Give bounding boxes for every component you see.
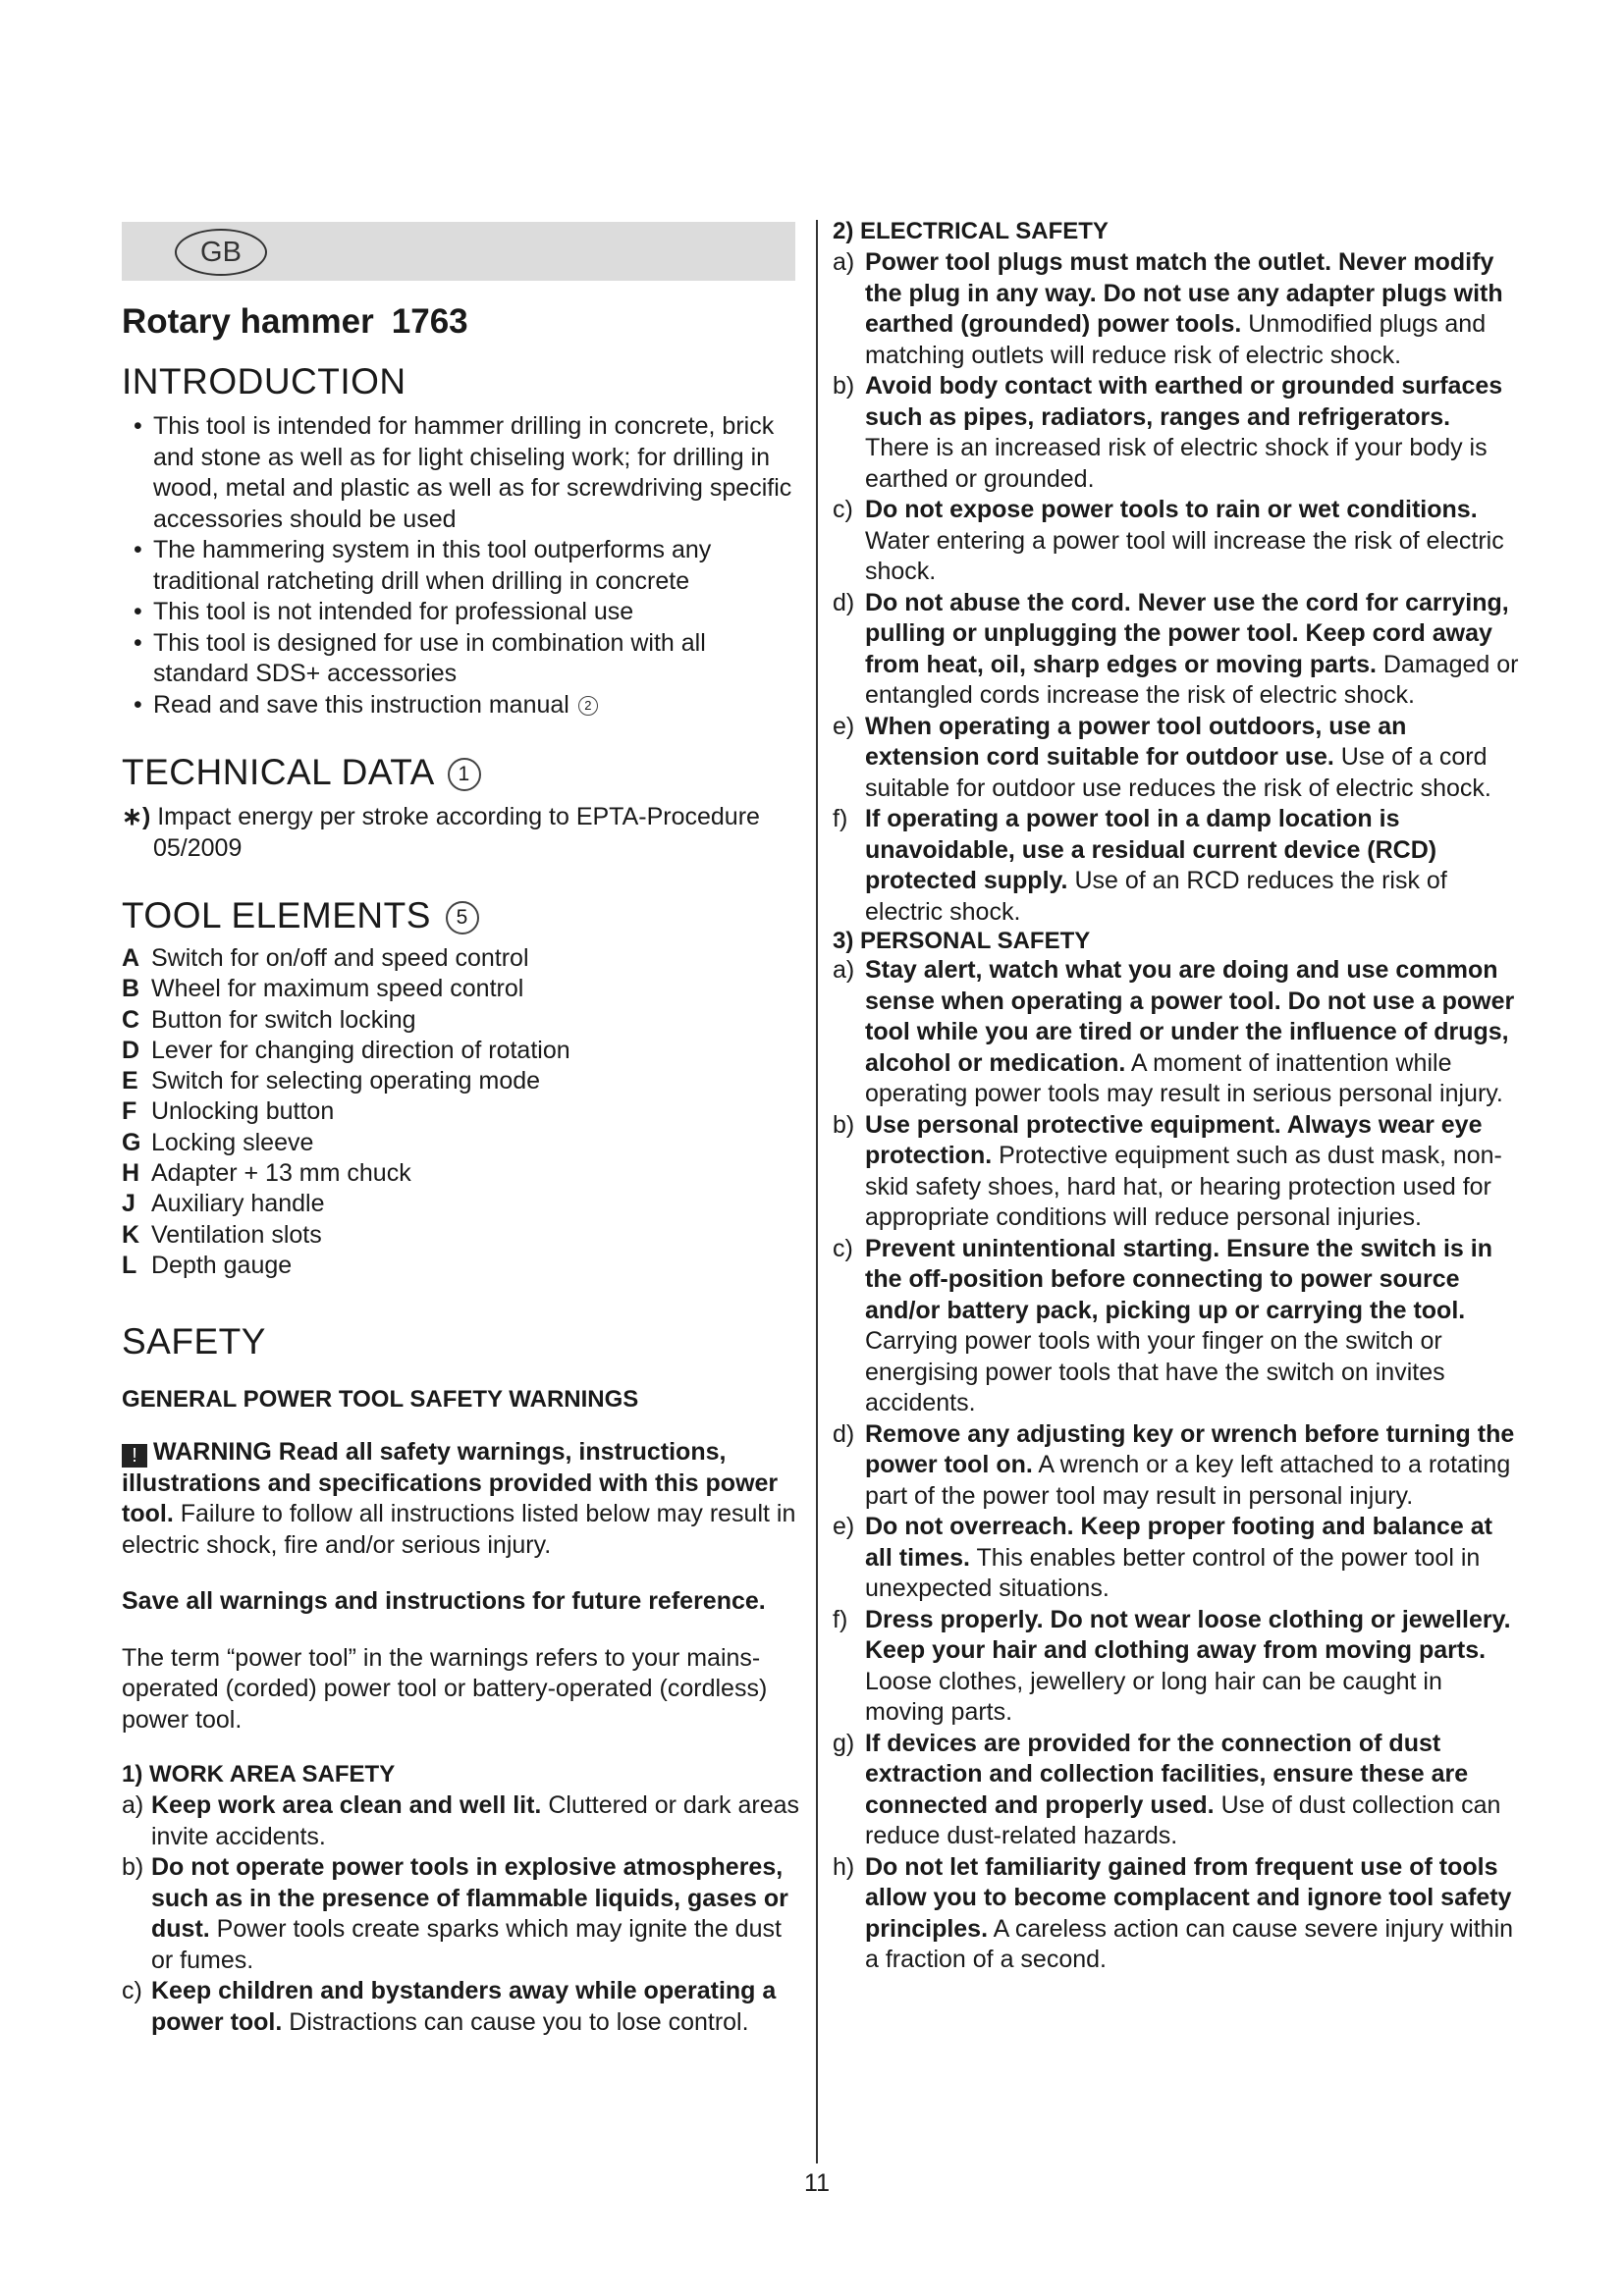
tool-elements-heading (122, 895, 799, 936)
item-bold-text: Do not expose power tools to rain or wet conditions. (865, 496, 1478, 523)
list-item (122, 628, 799, 690)
element-text: Ventilation slots (151, 1220, 322, 1249)
list-item (833, 495, 1520, 588)
item-text: Loose clothes, jewellery or long hair can be caught in moving parts. (865, 1667, 1442, 1726)
item-label: a) (833, 248, 855, 276)
list-item (122, 1128, 799, 1158)
element-letter: D (122, 1036, 140, 1064)
item-bold-text: Power tool plugs must match the outlet. Never modify the plug in any way. Do not use any adapter plugs with earthed (grounded) power tools. (865, 248, 1503, 338)
item-label: c) (833, 496, 853, 523)
list-item (833, 804, 1520, 928)
item-text: There is an increased risk of electric shock if your body is earthed or grounded. (865, 434, 1488, 493)
language-badge: GB (175, 229, 267, 276)
item-text: This enables better control of the power tool in unexpected situations. (865, 1543, 1481, 1602)
list-item (122, 1189, 799, 1219)
item-label: f) (833, 805, 848, 832)
element-text: Auxiliary handle (151, 1190, 325, 1218)
introduction-section (122, 361, 799, 721)
element-text: Lever for changing direction of rotation (151, 1036, 570, 1064)
list-item (833, 1512, 1520, 1605)
list-item (122, 1790, 799, 1852)
item-bold-text: If operating a power tool in a damp location is unavoidable, use a residual current device (RCD) protected supply. (865, 805, 1437, 894)
list-item (833, 1110, 1520, 1234)
item-bold-text: If devices are provided for the connection of dust extraction and collection facilities, ensure these are connected and properly used. (865, 1729, 1469, 1819)
page-number: 11 (804, 2169, 830, 2197)
warning-icon: ! (122, 1444, 147, 1468)
list-item (122, 690, 799, 721)
list-item (122, 1158, 799, 1189)
item-bold-text: Keep children and bystanders away while operating a power tool. (151, 1977, 777, 2036)
column-divider (816, 220, 818, 2163)
product-name: Rotary hammer (122, 302, 374, 341)
safety-heading: SAFETY (122, 1321, 266, 1362)
item-label: e) (833, 1513, 855, 1540)
element-letter: C (122, 1005, 140, 1034)
bullet-text: This tool is intended for hammer drilling in concrete, brick and stone as well as for light chiseling work; for drilling in wood, metal and plastic as well as for screwdriving specific accessories should be used (153, 412, 792, 533)
tool-elements-section (122, 895, 799, 1281)
element-letter: F (122, 1097, 137, 1126)
item-text: A careless action can cause severe injury within a fraction of a second. (865, 1914, 1514, 1973)
work-area-heading: 1) WORK AREA SAFETY (122, 1761, 396, 1788)
list-item (122, 1852, 799, 1976)
element-letter: L (122, 1251, 137, 1279)
item-label: b) (833, 372, 855, 400)
list-item (833, 1419, 1520, 1513)
element-text: Button for switch locking (151, 1005, 416, 1034)
list-item (833, 1729, 1520, 1852)
figure-ref-icon: 1 (448, 758, 481, 791)
element-text: Switch for selecting operating mode (151, 1067, 541, 1095)
term-note: The term “power tool” in the warnings refers to your mains-operated (corded) power tool or battery-operated (cordless) power tool. (122, 1643, 768, 1734)
electrical-safety-list (833, 247, 1520, 928)
item-label: a) (122, 1791, 144, 1819)
list-item (122, 597, 799, 628)
item-bold-text: Use personal protective equipment. Always wear eye protection. (865, 1110, 1483, 1169)
list-item (122, 1066, 799, 1096)
item-label: f) (833, 1605, 848, 1633)
general-warnings-heading: GENERAL POWER TOOL SAFETY WARNINGS (122, 1386, 639, 1413)
personal-safety-list (833, 955, 1520, 1976)
safety-section (122, 1321, 799, 2038)
element-letter: E (122, 1067, 138, 1095)
item-bold-text: Remove any adjusting key or wrench before turning the power tool on. (865, 1419, 1515, 1478)
item-text: Damaged or entangled cords increase the risk of electric shock. (865, 650, 1519, 709)
element-text: Adapter + 13 mm chuck (151, 1159, 411, 1188)
list-item (833, 1605, 1520, 1729)
item-text: Cluttered or dark areas invite accidents. (151, 1791, 800, 1850)
item-bold-text: Do not operate power tools in explosive atmospheres, such as in the presence of flammable liquids, gases or dust. (151, 1853, 788, 1943)
language-header-bar (122, 222, 795, 281)
footnote-text: Impact energy per stroke according to EPTA-Procedure 05/2009 (153, 803, 760, 862)
item-bold-text: Stay alert, watch what you are doing and use common sense when operating a power tool. Do not use a power tool while you are tired or under the influence of drugs, alcohol or medication. (865, 956, 1515, 1077)
element-text: Locking sleeve (151, 1128, 314, 1156)
introduction-heading: INTRODUCTION (122, 361, 406, 401)
item-text: Carrying power tools with your finger on the switch or energising power tools that have the switch on invites accidents. (865, 1327, 1445, 1416)
tool-elements-list (122, 943, 799, 1281)
item-text: A wrench or a key left attached to a rotating part of the power tool may result in personal injury. (865, 1451, 1511, 1510)
item-label: g) (833, 1729, 855, 1757)
element-letter: H (122, 1159, 140, 1188)
list-item (833, 1852, 1520, 1976)
item-text: Use of an RCD reduces the risk of electric shock. (865, 867, 1447, 926)
item-text: A moment of inattention while operating power tools may result in serious personal injury. (865, 1048, 1503, 1107)
list-item (122, 1036, 799, 1066)
item-bold-text: Dress properly. Do not wear loose clothing or jewellery. Keep your hair and clothing away from moving parts. (865, 1605, 1511, 1664)
figure-ref-icon: 2 (578, 696, 598, 716)
product-title (122, 302, 468, 342)
bullet-text: This tool is designed for use in combination with all standard SDS+ accessories (153, 628, 706, 687)
item-text: Use of a cord suitable for outdoor use reduces the risk of electric shock. (865, 743, 1491, 802)
technical-data-heading (122, 752, 799, 793)
item-label: c) (833, 1234, 853, 1262)
item-text: Distractions can cause you to lose control. (282, 2007, 749, 2036)
technical-data-note (122, 802, 799, 864)
list-item (122, 1096, 799, 1127)
item-text: Unmodified plugs and matching outlets will reduce risk of electric shock. (865, 310, 1487, 369)
item-label: b) (833, 1110, 855, 1139)
work-area-list (122, 1790, 799, 2038)
item-bold-text: Do not let familiarity gained from frequent use of tools allow you to become complacent and ignore tool safety principles. (865, 1852, 1512, 1943)
product-title-block (122, 302, 468, 342)
bullet-text: Read and save this instruction manual (153, 690, 569, 719)
warning-paragraph (122, 1437, 799, 1561)
asterisk-icon: ∗) (122, 803, 151, 830)
list-item (122, 943, 799, 974)
item-bold-text: When operating a power tool outdoors, use an extension cord suitable for outdoor use. (865, 712, 1407, 771)
list-item (833, 588, 1520, 712)
element-letter: J (122, 1190, 135, 1218)
warning-text: Failure to follow all instructions listed below may result in electric shock, fire and/or serious injury. (122, 1500, 796, 1559)
figure-ref-icon: 5 (446, 901, 479, 934)
save-note: Save all warnings and instructions for future reference. (122, 1587, 766, 1615)
list-item (122, 1005, 799, 1036)
warning-bold-text: WARNING Read all safety warnings, instructions, illustrations and specifications provided with this power tool. (122, 1438, 779, 1527)
element-letter: A (122, 944, 140, 972)
item-label: c) (122, 1977, 142, 2004)
element-letter: G (122, 1128, 141, 1156)
item-bold-text: Prevent unintentional starting. Ensure the switch is in the off-position before connecting to power source and/or battery pack, picking up or carrying the tool. (865, 1234, 1492, 1324)
bullet-text: This tool is not intended for professional use (153, 598, 634, 625)
tool-elements-title: TOOL ELEMENTS (122, 895, 431, 935)
electrical-safety-heading: 2) ELECTRICAL SAFETY (833, 218, 1109, 244)
item-text: Use of dust collection can reduce dust-related hazards. (865, 1790, 1501, 1849)
list-item (122, 535, 799, 597)
item-label: e) (833, 712, 855, 740)
product-model: 1763 (391, 302, 468, 341)
element-text: Switch for on/off and speed control (151, 944, 529, 972)
list-item (122, 1220, 799, 1251)
personal-safety-heading: 3) PERSONAL SAFETY (833, 928, 1091, 954)
list-item (833, 712, 1520, 805)
list-item (122, 974, 799, 1004)
item-label: d) (833, 1419, 855, 1448)
item-text: Water entering a power tool will increase the risk of electric shock. (865, 526, 1504, 585)
list-item (122, 1251, 799, 1281)
item-bold-text: Do not overreach. Keep proper footing and balance at all times. (865, 1513, 1492, 1572)
element-text: Unlocking button (151, 1097, 335, 1126)
item-label: d) (833, 588, 855, 616)
element-letter: B (122, 975, 140, 1003)
item-label: a) (833, 956, 855, 984)
technical-data-title: TECHNICAL DATA (122, 752, 433, 792)
item-bold-text: Avoid body contact with earthed or grounded surfaces such as pipes, radiators, ranges and refrigerators. (865, 372, 1503, 431)
technical-data-section (122, 752, 799, 864)
item-text: Power tools create sparks which may ignite the dust or fumes. (151, 1915, 782, 1974)
list-item (833, 1234, 1520, 1419)
item-text: Protective equipment such as dust mask, non-skid safety shoes, hard hat, or hearing protection used for appropriate conditions will reduce personal injuries. (865, 1142, 1502, 1231)
list-item (833, 247, 1520, 371)
list-item (833, 955, 1520, 1110)
item-label: b) (122, 1853, 144, 1881)
electrical-safety-section (833, 218, 1520, 1976)
bullet-text: The hammering system in this tool outperforms any traditional ratcheting drill when drilling in concrete (153, 536, 712, 595)
item-label: h) (833, 1852, 855, 1881)
element-letter: K (122, 1220, 140, 1249)
element-text: Depth gauge (151, 1251, 293, 1279)
introduction-list (122, 411, 799, 721)
list-item (122, 1976, 799, 2038)
list-item (122, 411, 799, 535)
item-bold-text: Do not abuse the cord. Never use the cord for carrying, pulling or unplugging the power tool. Keep cord away from heat, oil, sharp edges or moving parts. (865, 588, 1509, 678)
item-bold-text: Keep work area clean and well lit. (151, 1791, 542, 1819)
element-text: Wheel for maximum speed control (151, 975, 524, 1003)
list-item (833, 371, 1520, 495)
